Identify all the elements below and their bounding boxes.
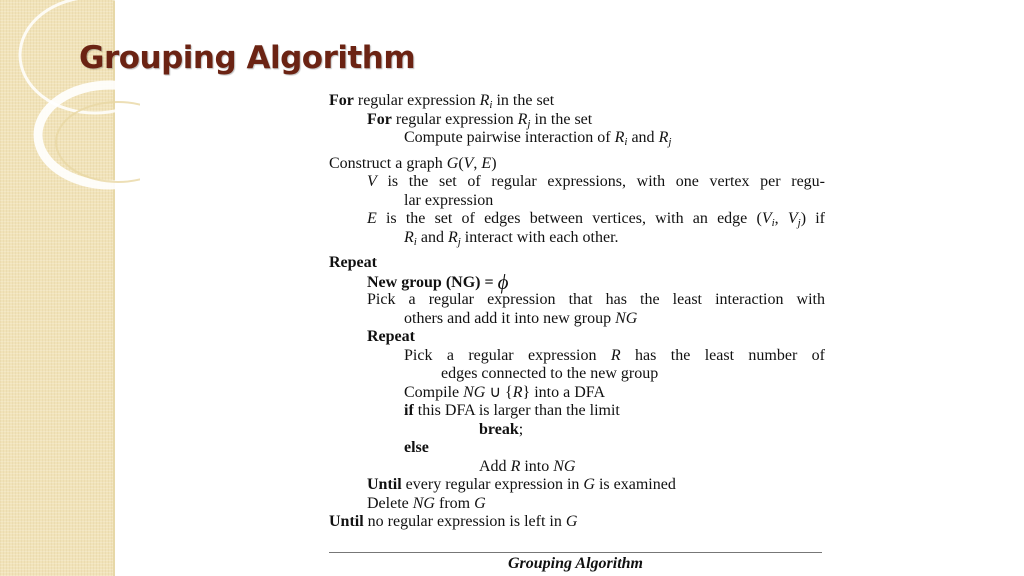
algo-line: edges connected to the new group xyxy=(441,365,659,382)
algo-line: Add R into NG xyxy=(479,457,576,475)
algo-line: $R_i$ and $R_j$ interact with each other. xyxy=(404,228,619,248)
algo-line: lar expression xyxy=(404,191,494,209)
algo-line: For regular expression $R_j$ in the set xyxy=(367,110,593,130)
algo-line: others and add it into new group NG xyxy=(404,309,638,327)
algo-line: else xyxy=(404,439,429,456)
algo-line: Compute pairwise interaction of $R_i$ and $R_j$ xyxy=(404,129,672,148)
caption-divider xyxy=(329,552,822,553)
algo-line: Compile NG ∪ {R} into a DFA xyxy=(404,383,606,401)
algo-line: Pick a regular expression that has the least interaction with xyxy=(367,291,825,308)
slide-title: Grouping Algorithm xyxy=(79,40,416,76)
algo-line: if this DFA is larger than the limit xyxy=(404,402,620,419)
algo-line: Construct a graph G(V, E) xyxy=(329,154,497,172)
decorative-rings xyxy=(0,0,140,200)
algo-line: New group (NG) = ϕ xyxy=(367,269,509,294)
algo-line: Repeat xyxy=(329,254,377,271)
algo-line: Delete NG from G xyxy=(367,494,486,512)
algo-line: E is the set of edges between vertices, with an edge ($V_i$, $V_j$) if xyxy=(367,210,825,229)
algo-line: V is the set of regular expressions, with one vertex per regu- xyxy=(367,173,825,190)
algorithm-listing xyxy=(329,92,825,532)
algo-line: For regular expression $R_i$ in the set xyxy=(329,92,555,111)
algo-line: Until no regular expression is left in G xyxy=(329,513,578,530)
algo-line: Until every regular expression in G is examined xyxy=(367,476,676,493)
algo-line: Pick a regular expression R has the least number of xyxy=(404,346,826,364)
figure-caption: Grouping Algorithm xyxy=(507,555,643,572)
empty-set-symbol: ϕ xyxy=(497,269,509,294)
algo-line: Repeat xyxy=(367,328,415,345)
algo-line: break; xyxy=(479,420,524,438)
